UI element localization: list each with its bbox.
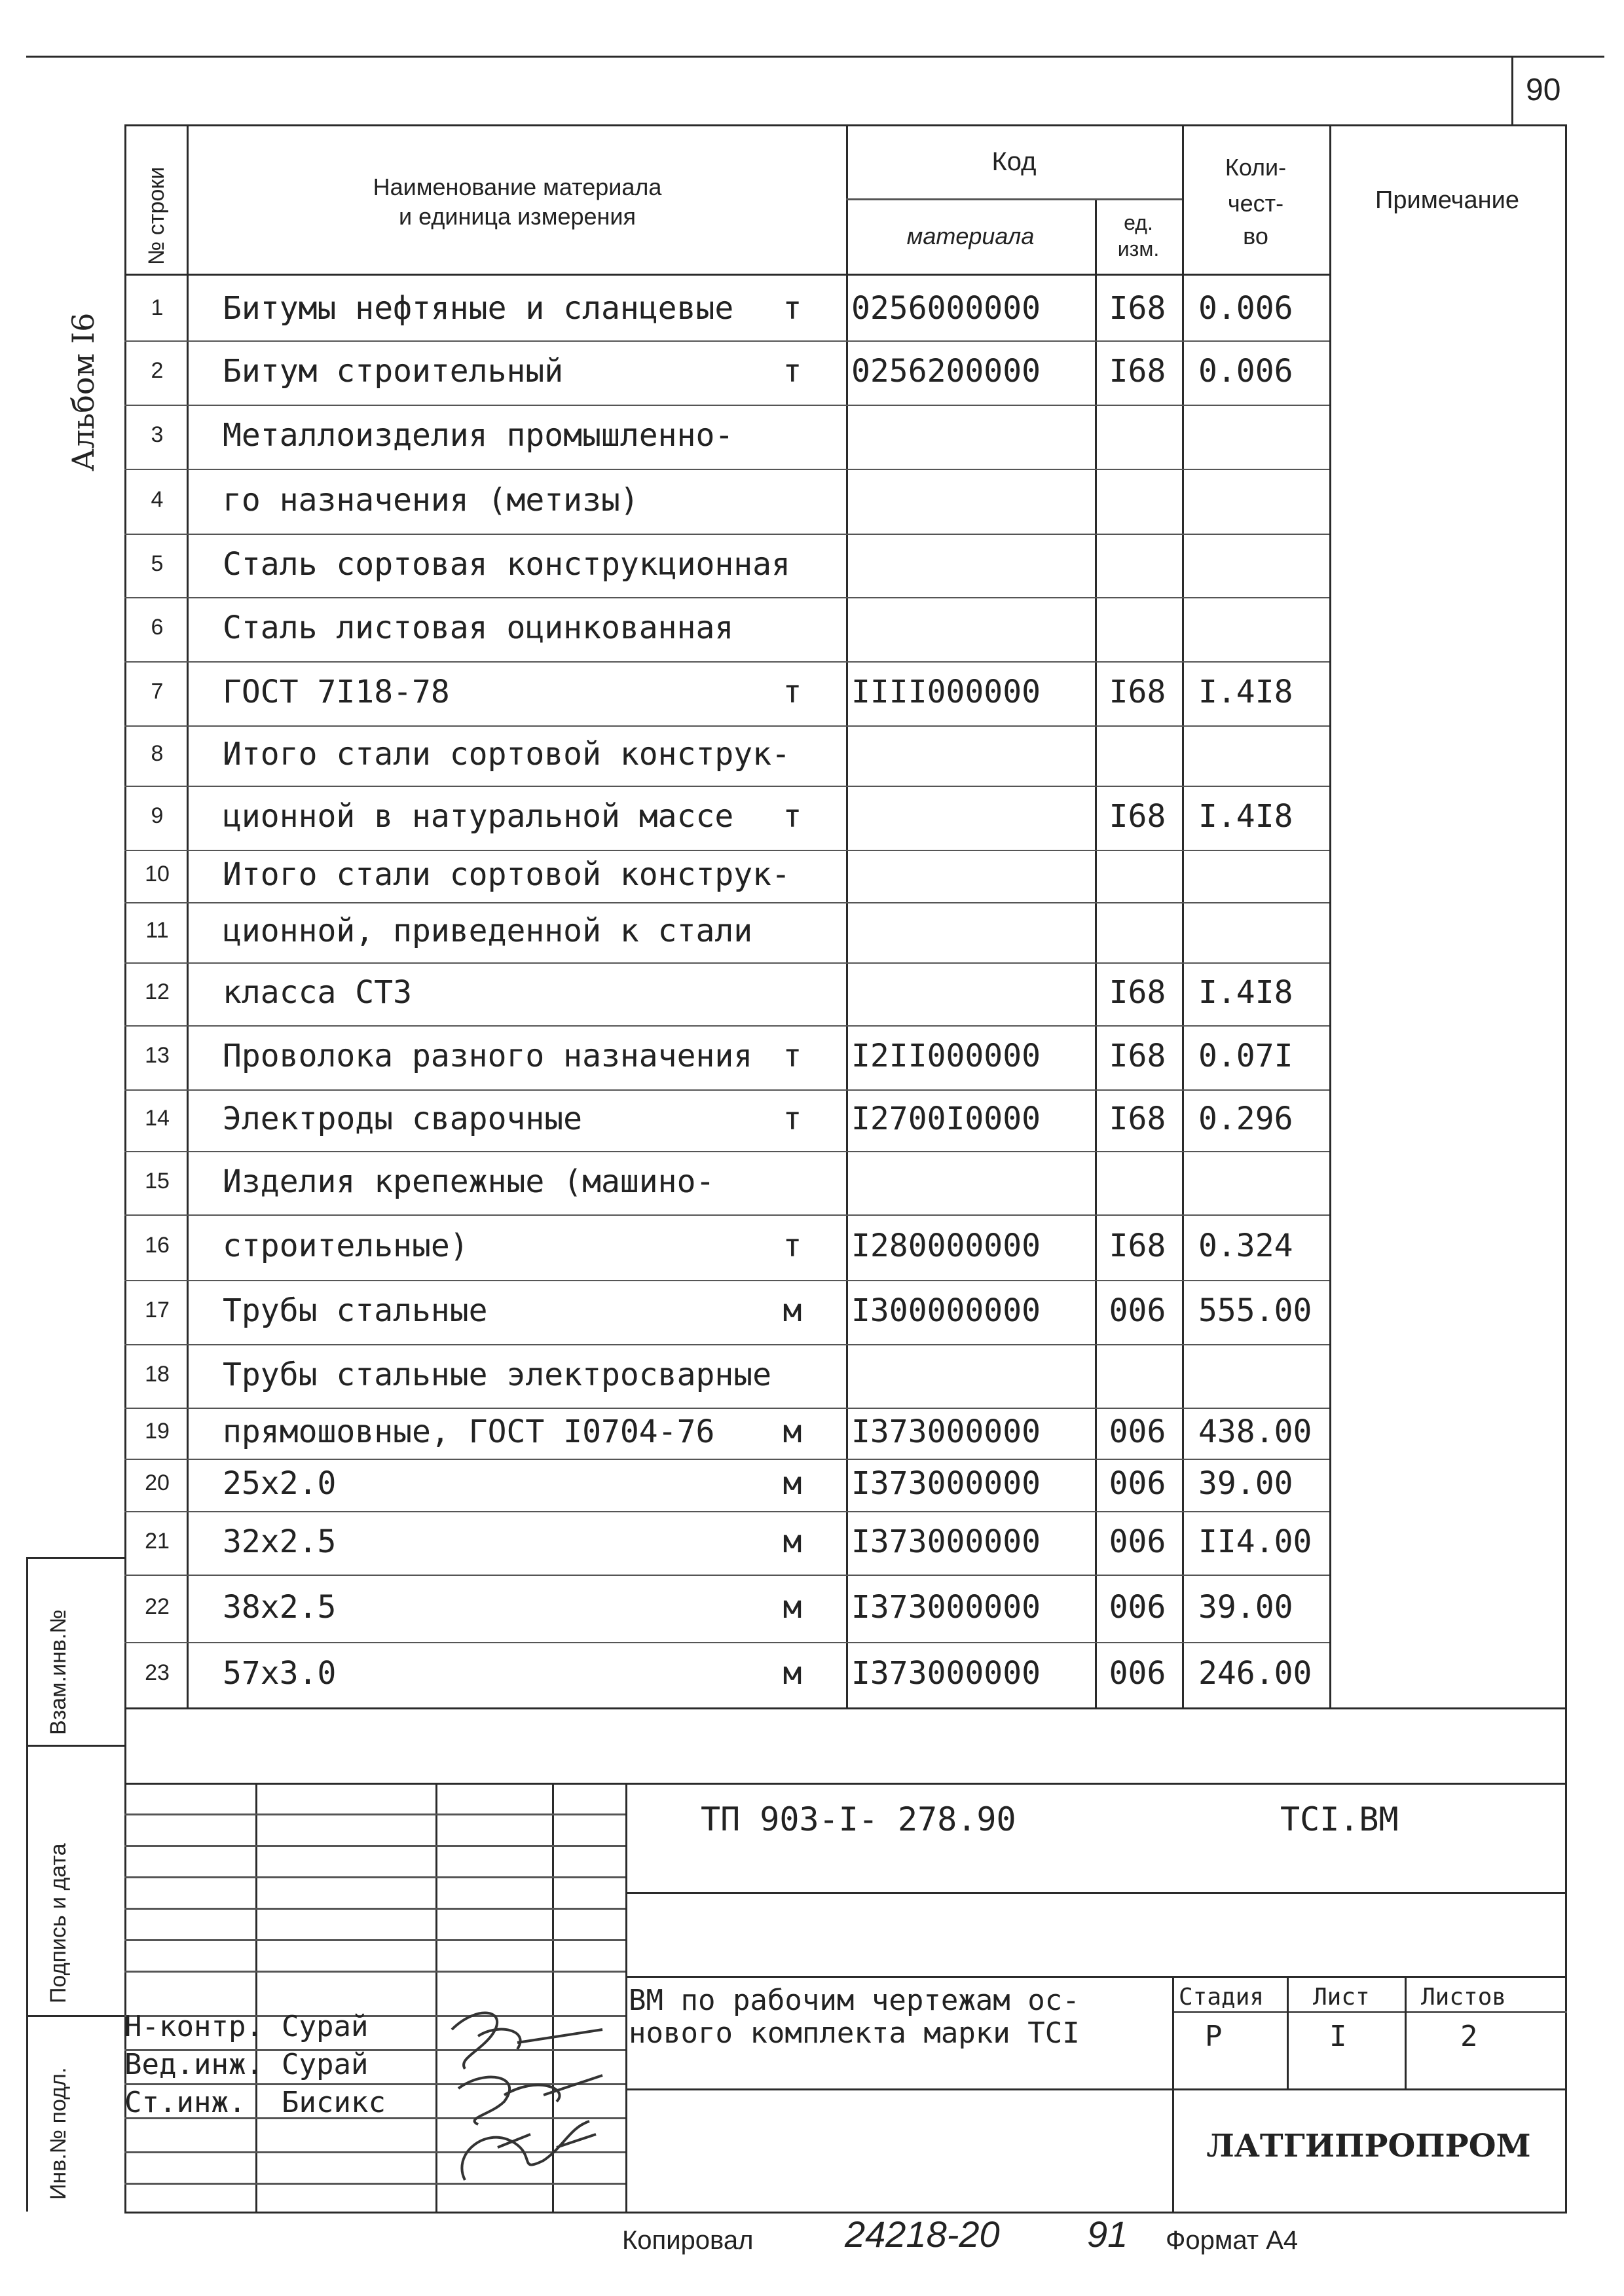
row-name: Изделия крепежные (машино- bbox=[223, 1163, 715, 1200]
row-unit: т bbox=[783, 674, 802, 710]
row-number: 8 bbox=[151, 741, 164, 766]
row-uom: I68 bbox=[1109, 674, 1166, 710]
row-unit: т bbox=[783, 289, 802, 327]
stamp-row-1 bbox=[124, 1813, 625, 1815]
signature-date-label: Подпись и дата bbox=[46, 1843, 71, 2003]
row-qty: I.4I8 bbox=[1198, 798, 1293, 835]
row-code: I280000000 bbox=[851, 1228, 1041, 1264]
row-separator bbox=[124, 1511, 1329, 1512]
header-qty-3: во bbox=[1243, 223, 1268, 249]
row-code: I2700I0000 bbox=[851, 1101, 1041, 1137]
row-unit: м bbox=[783, 1588, 802, 1626]
footer-format: Формат А4 bbox=[1166, 2226, 1299, 2255]
row-name: ционной в натуральной массе bbox=[223, 798, 734, 835]
row-code: I373000000 bbox=[851, 1655, 1041, 1692]
row-unit: т bbox=[783, 1228, 802, 1264]
signer-1-name: Сурай bbox=[282, 2010, 369, 2043]
row-name: ционной, приведенной к стали bbox=[223, 913, 753, 949]
row-number: 10 bbox=[145, 862, 170, 886]
footer-number2: 91 bbox=[1087, 2214, 1128, 2255]
row-qty: 0.324 bbox=[1198, 1228, 1293, 1264]
row-separator bbox=[124, 469, 1329, 470]
row-number: 2 bbox=[151, 358, 164, 383]
row-separator bbox=[124, 340, 1329, 342]
page-number-box-left bbox=[1511, 56, 1513, 124]
row-uom: I68 bbox=[1109, 1038, 1166, 1074]
row-qty: 0.006 bbox=[1198, 289, 1293, 327]
row-name: класса СТ3 bbox=[223, 974, 412, 1011]
row-number: 5 bbox=[151, 551, 164, 576]
row-unit: м bbox=[783, 1655, 802, 1692]
col-line-code bbox=[846, 124, 848, 1709]
col-line-qty bbox=[1182, 124, 1184, 1709]
row-number: 18 bbox=[145, 1361, 170, 1387]
row-uom: I68 bbox=[1109, 289, 1166, 327]
stamp-sheet-right bbox=[1405, 1976, 1407, 2088]
stamp-code-bottom bbox=[625, 1892, 1567, 1894]
table-end-line bbox=[124, 1707, 1567, 1709]
row-separator bbox=[124, 405, 1329, 406]
row-separator bbox=[124, 725, 1329, 727]
row-unit: т bbox=[783, 798, 802, 835]
row-uom: I68 bbox=[1109, 353, 1166, 390]
stamp-col-1 bbox=[255, 1783, 257, 2213]
header-code-unit-2: изм. bbox=[1117, 237, 1160, 261]
album-label: Альбом I6 bbox=[65, 312, 101, 471]
signer-2-name: Сурай bbox=[282, 2048, 369, 2081]
row-number: 4 bbox=[151, 486, 164, 512]
row-name: Сталь листовая оцинкованная bbox=[223, 610, 734, 646]
row-code: 0256000000 bbox=[851, 289, 1041, 327]
row-qty: 555.00 bbox=[1198, 1292, 1312, 1329]
row-number: 9 bbox=[151, 803, 164, 828]
header-code: Код bbox=[991, 147, 1037, 176]
footer-number: 24218-20 bbox=[845, 2214, 1000, 2255]
row-qty: 246.00 bbox=[1198, 1655, 1312, 1692]
stage-value: Р bbox=[1205, 2020, 1223, 2053]
row-qty: I.4I8 bbox=[1198, 674, 1293, 710]
row-uom: I68 bbox=[1109, 1101, 1166, 1137]
row-number: 20 bbox=[145, 1470, 170, 1495]
row-number: 12 bbox=[145, 979, 170, 1004]
row-number: 14 bbox=[145, 1106, 170, 1131]
row-name: Сталь сортовая конструкционная bbox=[223, 545, 790, 583]
row-name: 25х2.0 bbox=[223, 1465, 337, 1502]
signer-2-role: Вед.инж. bbox=[124, 2048, 263, 2081]
header-note: Примечание bbox=[1375, 187, 1519, 214]
row-uom: I68 bbox=[1109, 798, 1166, 835]
row-unit: т bbox=[783, 353, 802, 390]
row-separator bbox=[124, 1408, 1329, 1409]
col-line-rownum bbox=[187, 124, 189, 1709]
row-uom: 006 bbox=[1109, 1523, 1166, 1560]
row-code: I300000000 bbox=[851, 1292, 1041, 1329]
row-qty: II4.00 bbox=[1198, 1523, 1312, 1560]
row-name: Итого стали сортовой конструк- bbox=[223, 856, 790, 893]
col-line-note bbox=[1329, 124, 1331, 1709]
row-name: прямошовные, ГОСТ I0704-76 bbox=[223, 1413, 715, 1450]
row-separator bbox=[124, 1151, 1329, 1152]
row-code: I373000000 bbox=[851, 1523, 1041, 1560]
stamp-row-2 bbox=[124, 1845, 625, 1847]
signatures bbox=[439, 1997, 622, 2200]
header-name-line2: и единица измерения bbox=[398, 203, 636, 230]
row-separator bbox=[124, 1575, 1329, 1576]
row-name: Электроды сварочные bbox=[223, 1101, 583, 1137]
row-separator bbox=[124, 661, 1329, 663]
header-qty-2: чест- bbox=[1227, 190, 1284, 217]
signer-1-role: Н-контр. bbox=[124, 2010, 263, 2043]
stamp-row-3 bbox=[124, 1876, 625, 1878]
row-code: I373000000 bbox=[851, 1588, 1041, 1626]
inv-exchange-label: Взам.инв.№ bbox=[46, 1609, 71, 1735]
row-name: го назначения (метизы) bbox=[223, 481, 639, 519]
row-number: 15 bbox=[145, 1168, 170, 1194]
margin-strip-div1 bbox=[26, 1745, 124, 1747]
row-number: 11 bbox=[145, 918, 169, 943]
row-name: ГОСТ 7I18-78 bbox=[223, 674, 450, 710]
row-separator bbox=[124, 902, 1329, 903]
row-separator bbox=[124, 850, 1329, 851]
row-separator bbox=[124, 597, 1329, 598]
row-number: 17 bbox=[145, 1298, 170, 1322]
row-number: 23 bbox=[145, 1660, 170, 1685]
row-qty: 0.006 bbox=[1198, 353, 1293, 390]
margin-strip-top bbox=[26, 1557, 124, 1559]
row-qty: 0.296 bbox=[1198, 1101, 1293, 1137]
sheets-value: 2 bbox=[1460, 2020, 1478, 2053]
row-qty: 39.00 bbox=[1198, 1465, 1293, 1502]
sheets-label: Листов bbox=[1421, 1984, 1507, 2011]
stamp-desc-right bbox=[1172, 1976, 1174, 2212]
row-uom: 006 bbox=[1109, 1413, 1166, 1450]
stamp-top-line bbox=[124, 1783, 1567, 1785]
row-name: 38х2.5 bbox=[223, 1588, 337, 1626]
stamp-col-4 bbox=[625, 1783, 627, 2213]
signer-3-name: Бисикс bbox=[282, 2086, 386, 2119]
stamp-row-4 bbox=[124, 1908, 625, 1910]
stamp-row-5 bbox=[124, 1939, 625, 1941]
row-code: I373000000 bbox=[851, 1413, 1041, 1450]
inv-original-label: Инв.№ подл. bbox=[46, 2067, 71, 2200]
page-number: 90 bbox=[1526, 73, 1561, 107]
row-qty: I.4I8 bbox=[1198, 974, 1293, 1011]
row-separator bbox=[124, 1280, 1329, 1281]
row-qty: 438.00 bbox=[1198, 1413, 1312, 1450]
row-code: IIII000000 bbox=[851, 674, 1041, 710]
stage-label: Стадия bbox=[1179, 1984, 1264, 2011]
row-separator bbox=[124, 1459, 1329, 1460]
header-bottom bbox=[124, 274, 1329, 276]
row-separator bbox=[124, 1214, 1329, 1216]
header-code-material: материала bbox=[906, 223, 1035, 249]
row-number: 16 bbox=[145, 1233, 170, 1258]
row-uom: 006 bbox=[1109, 1655, 1166, 1692]
row-number: 21 bbox=[145, 1528, 170, 1554]
row-uom: I68 bbox=[1109, 974, 1166, 1011]
margin-strip-left bbox=[26, 1557, 28, 2212]
row-number: 13 bbox=[145, 1043, 170, 1068]
row-unit: м bbox=[783, 1465, 802, 1502]
header-row-no: № строки bbox=[144, 166, 169, 265]
footer-copied: Копировал bbox=[622, 2226, 754, 2255]
row-name: 32х2.5 bbox=[223, 1523, 337, 1560]
row-separator bbox=[124, 1642, 1329, 1643]
row-number: 1 bbox=[151, 295, 164, 320]
row-name: Битум строительный bbox=[223, 353, 564, 390]
stamp-desc-top bbox=[625, 1976, 1567, 1978]
sheet-code: ТСI.ВМ bbox=[1280, 1800, 1399, 1838]
stamp-stage-right bbox=[1287, 1976, 1289, 2088]
row-name: 57х3.0 bbox=[223, 1655, 337, 1692]
row-uom: 006 bbox=[1109, 1588, 1166, 1626]
row-name: Проволока разного назначения bbox=[223, 1038, 753, 1074]
doc-code: ТП 903-I- 278.90 bbox=[701, 1800, 1016, 1838]
description-line1: ВМ по рабочим чертежам ос- bbox=[629, 1984, 1080, 2017]
signer-3-role: Ст.инж. bbox=[124, 2086, 246, 2119]
row-separator bbox=[124, 1025, 1329, 1027]
row-name: строительные) bbox=[223, 1228, 469, 1264]
row-qty: 0.07I bbox=[1198, 1038, 1293, 1074]
row-unit: м bbox=[783, 1292, 802, 1329]
sheet-label: Лист bbox=[1313, 1984, 1370, 2011]
row-separator bbox=[124, 1344, 1329, 1345]
header-code-unit-1: ед. bbox=[1124, 211, 1153, 234]
sheet-value: I bbox=[1329, 2020, 1347, 2053]
row-number: 22 bbox=[145, 1594, 170, 1619]
row-code: 0256200000 bbox=[851, 353, 1041, 390]
header-name-line1: Наименование материала bbox=[373, 173, 662, 200]
row-name: Битумы нефтяные и сланцевые bbox=[223, 289, 734, 327]
row-name: Итого стали сортовой конструк- bbox=[223, 736, 790, 773]
row-code: I2II000000 bbox=[851, 1038, 1041, 1074]
row-uom: 006 bbox=[1109, 1292, 1166, 1329]
table-left-border bbox=[124, 124, 126, 2213]
code-header-split bbox=[846, 198, 1182, 200]
row-number: 6 bbox=[151, 615, 164, 640]
row-uom: 006 bbox=[1109, 1465, 1166, 1502]
stamp-stage-split bbox=[1172, 2011, 1567, 2013]
row-number: 3 bbox=[151, 422, 164, 447]
table-right-border bbox=[1565, 124, 1567, 2213]
header-qty-1: Коли- bbox=[1225, 154, 1287, 181]
stamp-org-top bbox=[625, 2088, 1567, 2090]
row-name: Трубы стальные электросварные bbox=[223, 1356, 772, 1393]
row-number: 7 bbox=[151, 679, 164, 704]
top-rule bbox=[26, 56, 1604, 58]
row-unit: м bbox=[783, 1413, 802, 1450]
row-separator bbox=[124, 786, 1329, 787]
row-unit: т bbox=[783, 1101, 802, 1137]
row-separator bbox=[124, 534, 1329, 535]
row-number: 19 bbox=[145, 1419, 170, 1444]
description-line2: нового комплекта марки ТСI bbox=[629, 2016, 1080, 2050]
row-name: Трубы стальные bbox=[223, 1292, 488, 1329]
row-uom: I68 bbox=[1109, 1228, 1166, 1264]
margin-strip-div2 bbox=[26, 2015, 124, 2017]
stamp-row-6 bbox=[124, 1971, 625, 1973]
row-name: Металлоизделия промышленно- bbox=[223, 417, 734, 454]
row-separator bbox=[124, 962, 1329, 964]
row-unit: м bbox=[783, 1523, 802, 1560]
stamp-col-2 bbox=[435, 1783, 437, 2213]
row-qty: 39.00 bbox=[1198, 1588, 1293, 1626]
organization-name: ЛАТГИПРОПРОМ bbox=[1206, 2128, 1531, 2164]
row-code: I373000000 bbox=[851, 1465, 1041, 1502]
row-unit: т bbox=[783, 1038, 802, 1074]
row-separator bbox=[124, 1089, 1329, 1091]
